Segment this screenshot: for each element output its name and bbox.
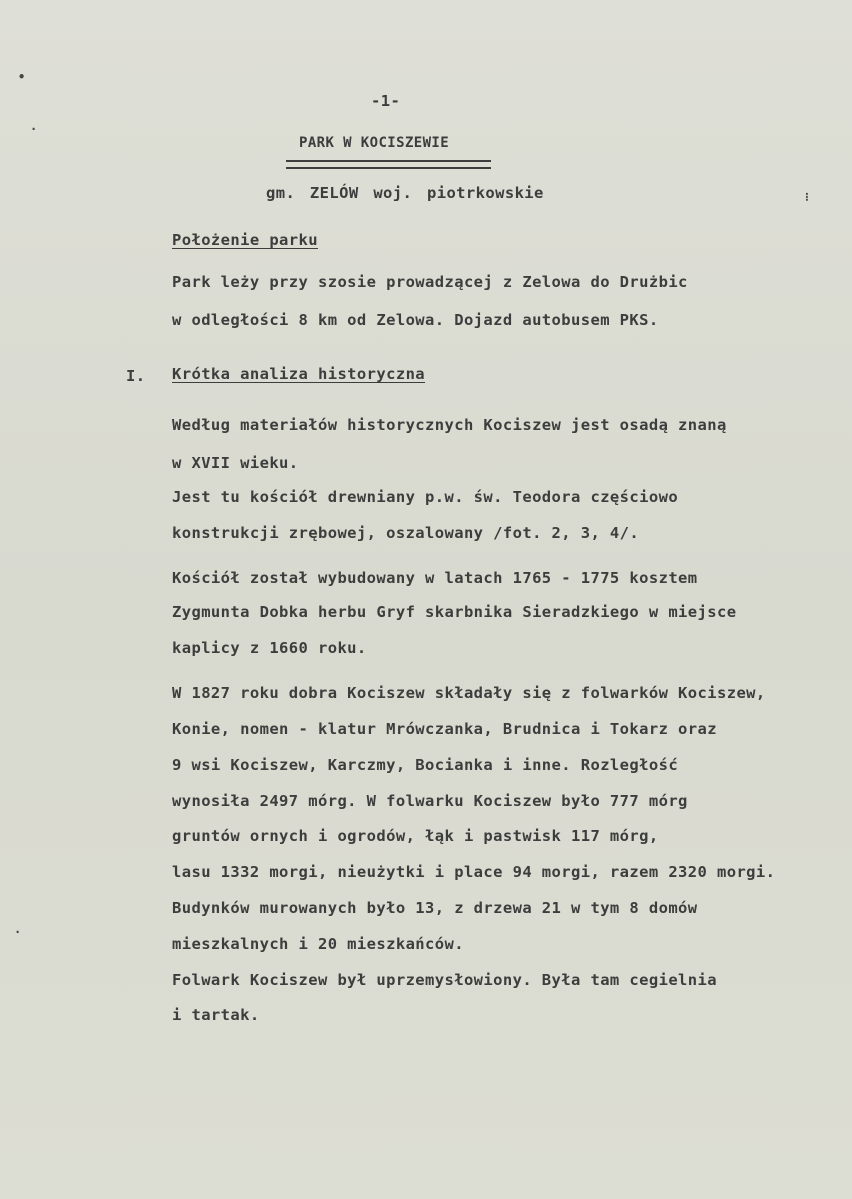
section-number: I. <box>126 367 146 385</box>
margin-speck: • <box>18 70 26 84</box>
history-line: lasu 1332 morgi, nieużytki i place 94 morgi, razem 2320 morgi. <box>172 863 776 881</box>
history-line: w XVII wieku. <box>172 454 299 472</box>
title-double-underline <box>286 160 491 169</box>
history-line: Budynków murowanych było 13, z drzewa 21 w tym 8 domów <box>172 899 698 917</box>
history-line: i tartak. <box>172 1006 260 1024</box>
history-line: 9 wsi Kociszew, Karczmy, Bocianka i inne. Rozległość <box>172 756 679 774</box>
margin-speck: · <box>30 122 38 136</box>
location-line: Park leży przy szosie prowadzącej z Zelowa do Drużbic <box>172 273 688 291</box>
history-line: Zygmunta Dobka herbu Gryf skarbnika Sieradzkiego w miejsce <box>172 603 737 621</box>
page-number: -1- <box>371 92 401 110</box>
history-line: Według materiałów historycznych Kociszew jest osadą znaną <box>172 416 727 434</box>
margin-speck: ⁝ <box>805 190 809 204</box>
history-line: wynosiła 2497 mórg. W folwarku Kociszew było 777 mórg <box>172 792 688 810</box>
history-line: Folwark Kociszew był uprzemysłowiony. Była tam cegielnia <box>172 971 717 989</box>
history-line: W 1827 roku dobra Kociszew składały się z folwarków Kociszew, <box>172 684 766 702</box>
history-line: konstrukcji zrębowej, oszalowany /fot. 2, 3, 4/. <box>172 524 640 542</box>
history-line: Kościół został wybudowany w latach 1765 - 1775 kosztem <box>172 569 698 587</box>
history-line: Jest tu kościół drewniany p.w. św. Teodora częściowo <box>172 488 679 506</box>
margin-speck: · <box>14 925 22 939</box>
history-line: Konie, nomen - klatur Mrówczanka, Brudnica i Tokarz oraz <box>172 720 717 738</box>
location-line: w odległości 8 km od Zelowa. Dojazd autobusem PKS. <box>172 311 659 329</box>
document-subtitle: gm. ZELÓW woj. piotrkowskie <box>266 184 544 202</box>
history-line: mieszkalnych i 20 mieszkańców. <box>172 935 464 953</box>
section-heading-history: Krótka analiza historyczna <box>172 365 426 383</box>
history-line: gruntów ornych i ogrodów, łąk i pastwisk 117 mórg, <box>172 827 659 845</box>
section-heading-location: Położenie parku <box>172 231 318 249</box>
history-line: kaplicy z 1660 roku. <box>172 639 367 657</box>
document-title: PARK W KOCISZEWIE <box>299 135 450 151</box>
